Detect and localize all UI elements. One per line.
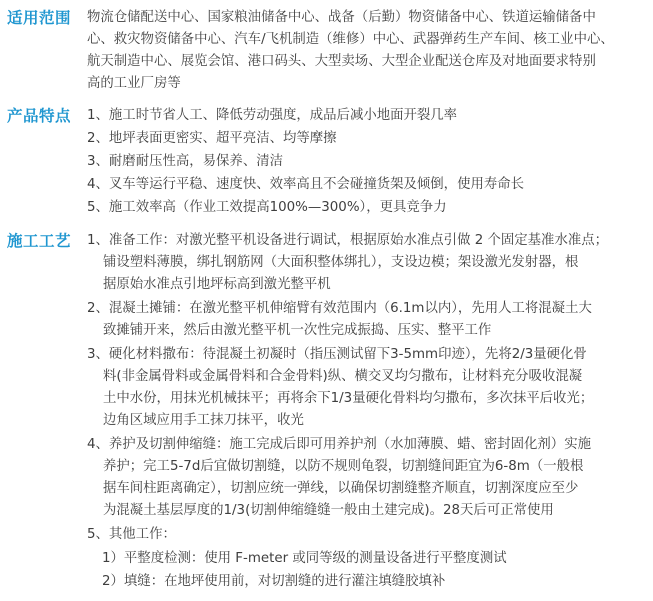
scope-heading: 适用范围 <box>7 9 72 27</box>
process-line: 致摊铺开来，然后由激光整平机一次性完成振捣、压实、整平工作 <box>103 323 492 338</box>
scope-line: 心、救灾物资储备中心、汽车/飞机制造（维修）中心、武器弹药生产车间、核工业中心、 <box>87 32 614 47</box>
scope-line: 航天制造中心、展览会馆、港口码头、大型卖场、大型企业配送仓库及对地面要求特别 <box>87 54 596 69</box>
feature-item: 3、耐磨耐压性高，易保养、清洁 <box>87 154 283 169</box>
process-section <box>0 230 653 595</box>
process-line: 边角区域应用手工抹刀抹平，收光 <box>103 413 304 428</box>
process-line: 5、其他工作： <box>87 527 176 542</box>
process-line: 2）填缝：在地坪使用前，对切割缝的进行灌注填缝胶填补 <box>102 574 446 589</box>
features-heading: 产品特点 <box>7 107 72 125</box>
process-line: 3、硬化材料撒布：待混凝土初凝时（指压测试留下3-5mm印迹），先将2/3量硬化骨 <box>87 347 587 362</box>
scope-line: 高的工业厂房等 <box>87 76 181 91</box>
process-line: 料(非金属骨料或金属骨料和合金骨料)纵、横交叉均匀撒布，让材料充分吸收混凝 <box>103 369 583 384</box>
process-line: 土中水份，用抹光机械抹平；再将余下1/3量硬化骨料均匀撒布，多次抹平后收光； <box>103 391 594 406</box>
process-line: 1、准备工作：对激光整平机设备进行调试，根据原始水准点引做 2 个固定基准水准点； <box>87 233 609 248</box>
process-line: 4、养护及切割伸缩缝：施工完成后即可用养护剂（水加薄膜、蜡、密封固化剂）实施 <box>87 437 591 452</box>
process-line: 据原始水准点引地坪标高到激光整平机 <box>103 277 331 292</box>
process-line: 养护；完工5-7d后宜做切割缝，以防不规则龟裂，切割缝间距宜为6-8m（一般根 <box>103 459 584 474</box>
feature-item: 4、叉车等运行平稳、速度快、效率高且不会碰撞货架及倾倒，使用寿命长 <box>87 177 525 192</box>
feature-item: 2、地坪表面更密实、超平亮洁、均等摩擦 <box>87 131 337 146</box>
process-line: 2、混凝土摊铺：在激光整平机伸缩臂有效范围内（6.1m以内），先用人工将混凝土大 <box>87 301 592 316</box>
process-line: 为混凝土基层厚度的1/3(切割伸缩缝缝一般由土建完成)。28天后可正常使用 <box>103 503 554 518</box>
features-section <box>0 105 653 220</box>
feature-item: 1、施工时节省人工、降低劳动强度，成品后减小地面开裂几率 <box>87 108 458 123</box>
process-line: 据车间柱距离确定），切割应统一弹线，以确保切割缝整齐顺直，切割深度应至少 <box>103 481 579 496</box>
scope-section <box>0 7 653 99</box>
process-line: 1）平整度检测：使用 F-meter 或同等级的测量设备进行平整度测试 <box>102 551 507 566</box>
process-line: 铺设塑料薄膜，绑扎钢筋网（大面积整体绑扎），支设边模；架设激光发射器，根 <box>103 255 579 270</box>
scope-line: 物流仓储配送中心、国家粮油储备中心、战备（后勤）物资储备中心、铁道运输储备中 <box>87 10 596 25</box>
feature-item: 5、施工效率高（作业工效提高100%—300%），更具竞争力 <box>87 200 447 215</box>
process-heading: 施工工艺 <box>7 232 72 250</box>
